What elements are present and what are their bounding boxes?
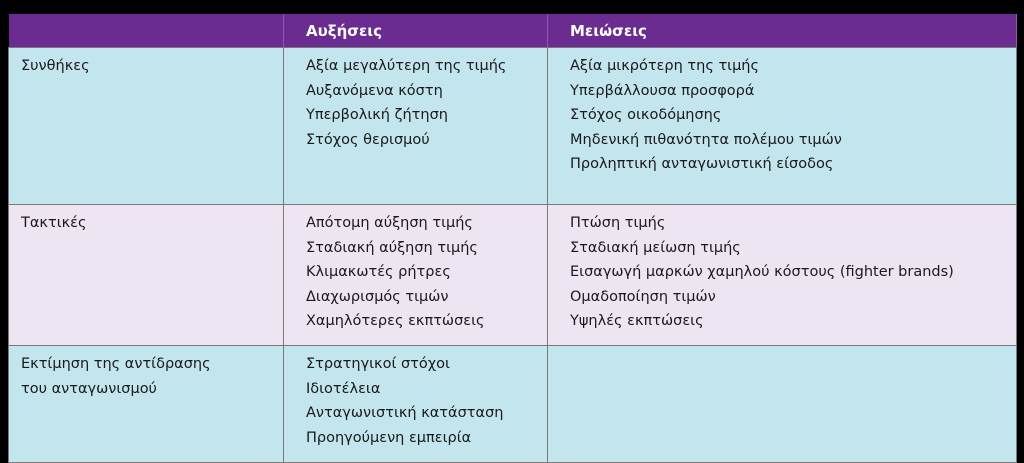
label-line: Τακτικές bbox=[21, 215, 87, 231]
row-conditions bbox=[9, 48, 1017, 205]
list-item: Διαχωρισμός τιμών bbox=[306, 288, 449, 305]
list-item: Υπερβολική ζήτηση bbox=[306, 107, 448, 123]
list-item: Ομαδοποίηση τιμών bbox=[570, 288, 716, 305]
header-empty bbox=[9, 14, 284, 48]
list-item: Υπερβάλλουσα προσφορά bbox=[570, 82, 755, 99]
pricing-table bbox=[8, 14, 1017, 463]
list-item: Πτώση τιμής bbox=[570, 215, 666, 231]
label-line: Συνθήκες bbox=[21, 58, 90, 74]
row-label bbox=[9, 346, 284, 463]
decreases-cell-empty bbox=[548, 346, 1017, 463]
list-item: Χαμηλότερες εκπτώσεις bbox=[306, 313, 485, 329]
list-item: Ανταγωνιστική κατάσταση bbox=[306, 405, 504, 421]
label-line: Εκτίμηση της αντίδρασης bbox=[21, 356, 211, 372]
decreases-cell bbox=[548, 48, 1017, 205]
list-item: Σταδιακή μείωση τιμής bbox=[570, 239, 741, 256]
list-item: Μηδενική πιθανότητα πολέμου τιμών bbox=[570, 131, 842, 148]
list-item: Αυξανόμενα κόστη bbox=[306, 82, 443, 99]
increases-cell bbox=[284, 48, 548, 205]
decreases-cell bbox=[548, 205, 1017, 346]
increases-cell bbox=[284, 346, 548, 463]
header-decreases: Μειώσεις bbox=[548, 14, 1017, 48]
list-item: Αξία μικρότερη της τιμής bbox=[570, 58, 760, 74]
row-label bbox=[9, 205, 284, 346]
list-item: Ιδιοτέλεια bbox=[306, 380, 381, 397]
row-competitor-reaction bbox=[9, 346, 1017, 463]
list-item: Αξία μεγαλύτερη της τιμής bbox=[306, 58, 507, 74]
row-tactics bbox=[9, 205, 1017, 346]
increases-cell bbox=[284, 205, 548, 346]
list-item: Κλιμακωτές ρήτρες bbox=[306, 264, 451, 280]
list-item: Προληπτική ανταγωνιστική είσοδος bbox=[570, 156, 834, 172]
list-item: Στόχος θερισμού bbox=[306, 131, 430, 148]
pricing-table-frame bbox=[8, 14, 1016, 448]
list-item: Προηγούμενη εμπειρία bbox=[306, 429, 472, 446]
row-label bbox=[9, 48, 284, 205]
list-item: Εισαγωγή μαρκών χαμηλού κόστους (fighter brands) bbox=[570, 264, 954, 280]
list-item: Υψηλές εκπτώσεις bbox=[570, 313, 704, 329]
header-increases: Αυξήσεις bbox=[284, 14, 548, 48]
list-item: Απότομη αύξηση τιμής bbox=[306, 215, 473, 231]
label-line: του ανταγωνισμού bbox=[21, 380, 157, 397]
header-row bbox=[9, 14, 1017, 48]
list-item: Σταδιακή αύξηση τιμής bbox=[306, 239, 478, 256]
list-item: Στόχος οικοδόμησης bbox=[570, 107, 722, 123]
list-item: Στρατηγικοί στόχοι bbox=[306, 356, 450, 372]
